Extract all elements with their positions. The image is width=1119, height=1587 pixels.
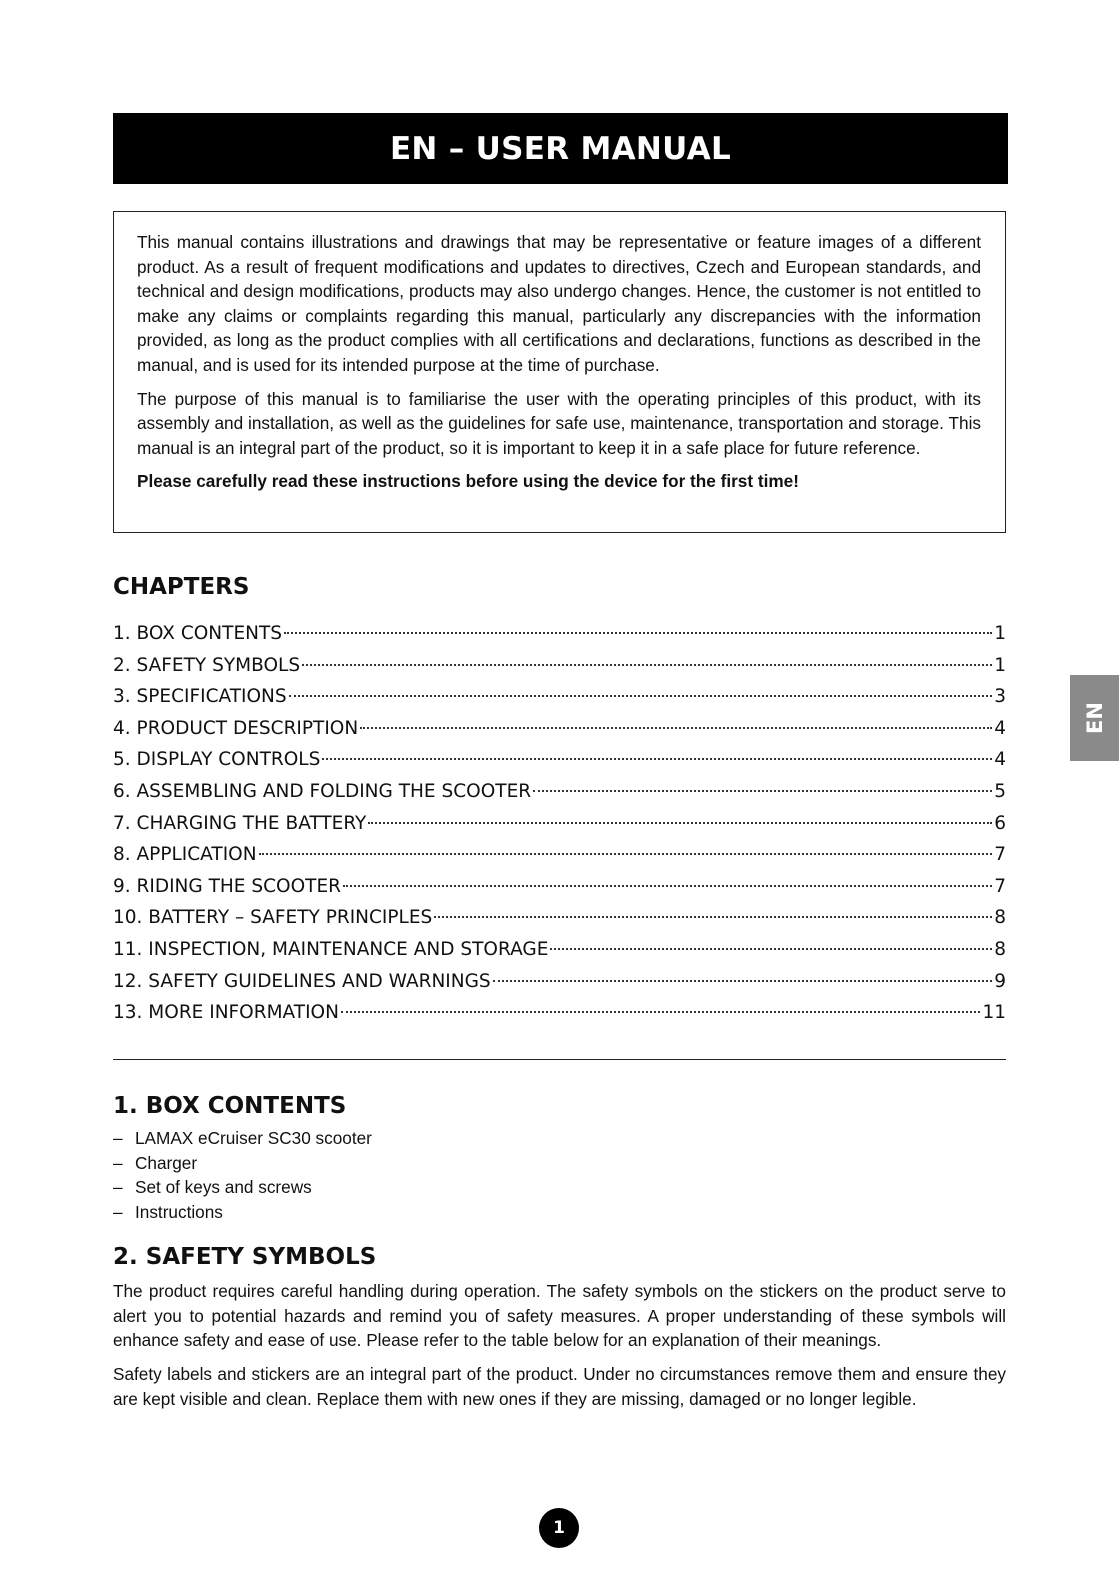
box-contents-list (113, 1126, 372, 1224)
toc-leader-dots (284, 632, 992, 634)
toc-entry-page: 1 (994, 654, 1006, 676)
list-item (113, 1151, 372, 1176)
toc-leader-dots (550, 948, 992, 950)
list-dash: – (113, 1177, 123, 1198)
list-dash: – (113, 1152, 123, 1173)
page-number: 1 (553, 1518, 565, 1538)
chapters-heading: CHAPTERS (113, 574, 250, 600)
toc-entry[interactable] (113, 713, 1006, 745)
toc-entry[interactable] (113, 839, 1006, 871)
toc-entry-page: 11 (982, 1002, 1006, 1024)
language-side-tab-label: EN (1082, 702, 1107, 734)
toc-leader-dots (343, 885, 992, 887)
toc-leader-dots (289, 695, 993, 697)
list-item-text: Charger (135, 1152, 198, 1173)
toc-entry[interactable] (113, 808, 1006, 840)
toc-leader-dots (341, 1011, 981, 1013)
toc-entry[interactable] (113, 966, 1006, 998)
toc-entry-label: 13. MORE INFORMATION (113, 1002, 339, 1024)
toc-entry[interactable] (113, 871, 1006, 903)
toc-entry-label: 5. DISPLAY CONTROLS (113, 749, 321, 771)
toc-entry-page: 8 (994, 907, 1006, 929)
list-item-text: Instructions (135, 1201, 223, 1222)
toc-leader-dots (434, 916, 992, 918)
toc-entry-page: 5 (994, 780, 1006, 802)
toc-entry-label: 12. SAFETY GUIDELINES AND WARNINGS (113, 970, 491, 992)
toc-leader-dots (302, 664, 992, 666)
list-item-text: LAMAX eCruiser SC30 scooter (135, 1128, 372, 1148)
list-item-text: Set of keys and screws (135, 1177, 312, 1198)
list-item (113, 1175, 372, 1200)
toc-leader-dots (368, 822, 992, 824)
safety-symbols-heading: 2. SAFETY SYMBOLS (113, 1244, 377, 1270)
toc-entry[interactable] (113, 650, 1006, 682)
toc-entry[interactable] (113, 776, 1006, 808)
toc-entry-label: 4. PRODUCT DESCRIPTION (113, 717, 359, 739)
toc-entry-label: 8. APPLICATION (113, 844, 257, 866)
toc-entry-label: 3. SPECIFICATIONS (113, 686, 287, 708)
toc-entry-page: 4 (994, 717, 1006, 739)
toc-entry-page: 1 (994, 623, 1006, 644)
toc-leader-dots (493, 980, 993, 982)
toc-entry[interactable] (113, 744, 1006, 776)
safety-symbols-paragraph-1: The product requires careful handling during operation. The safety symbols on the stickers on the product serve to alert you to potential hazards and remind you of safety measures. A proper understanding of these symbols will enhance safety and ease of use. Please refer to the table below for an explanation of their meanings. (113, 1281, 1006, 1351)
list-dash: – (113, 1201, 123, 1222)
manual-title-bar (113, 113, 1008, 184)
toc-entry-label: 1. BOX CONTENTS (113, 623, 283, 644)
intro-notice-box (113, 211, 1006, 533)
intro-paragraph-2: The purpose of this manual is to familiarise the user with the operating principles of this product, with its assembly and installation, as well as the guidelines for safe use, maintenance, transportation and storage. This manual is an integral part of the product, so it is important to keep it in a safe place for future reference. (137, 388, 981, 458)
toc-entry-page: 3 (994, 686, 1006, 708)
toc-entry-label: 6. ASSEMBLING AND FOLDING THE SCOOTER (113, 780, 532, 802)
list-dash: – (113, 1128, 123, 1148)
language-side-tab (1070, 675, 1119, 761)
toc-entry[interactable] (113, 902, 1006, 934)
list-item (113, 1200, 372, 1225)
table-of-contents (113, 618, 1006, 1029)
toc-entry-label: 9. RIDING THE SCOOTER (113, 875, 342, 897)
toc-leader-dots (360, 727, 992, 729)
toc-entry[interactable] (113, 934, 1006, 966)
toc-entry-label: 11. INSPECTION, MAINTENANCE AND STORAGE (113, 938, 549, 960)
intro-paragraph-1: This manual contains illustrations and drawings that may be representative or feature images of a different product. As a result of frequent modifications and updates to directives, Czech and European standards, and technical and design modifications, products may also undergo changes. Hence, the customer is not entitled to make any claims or complaints regarding this manual, particularly any discrepancies with the information provided, as long as the product complies with all certifications and declarations, functions as described in the manual, and is used for its intended purpose at the time of purchase. (137, 232, 981, 375)
list-item (113, 1126, 372, 1151)
toc-entry[interactable] (113, 997, 1006, 1029)
toc-entry-page: 7 (994, 844, 1006, 866)
toc-entry-page: 4 (994, 749, 1006, 771)
toc-entry-page: 7 (994, 875, 1006, 897)
box-contents-heading: 1. BOX CONTENTS (113, 1093, 347, 1119)
intro-warning: Please carefully read these instructions before using the device for the first time! (137, 471, 799, 492)
toc-leader-dots (322, 758, 992, 760)
toc-entry-label: 10. BATTERY – SAFETY PRINCIPLES (113, 907, 433, 929)
toc-entry[interactable] (113, 681, 1006, 713)
toc-entry-label: 2. SAFETY SYMBOLS (113, 654, 301, 676)
toc-entry[interactable] (113, 618, 1006, 650)
manual-title: EN – USER MANUAL (389, 130, 732, 167)
toc-entry-label: 7. CHARGING THE BATTERY (113, 812, 367, 834)
section-divider (113, 1059, 1006, 1060)
toc-entry-page: 9 (994, 970, 1006, 992)
toc-entry-page: 6 (994, 812, 1006, 834)
toc-leader-dots (259, 853, 993, 855)
toc-entry-page: 8 (994, 938, 1006, 960)
safety-symbols-paragraph-2: Safety labels and stickers are an integral part of the product. Under no circumstances remove them and ensure they are kept visible and clean. Replace them with new ones if they are missing, damaged or no longer legible. (113, 1364, 1006, 1409)
toc-leader-dots (533, 790, 992, 792)
page-number-badge (539, 1508, 579, 1548)
